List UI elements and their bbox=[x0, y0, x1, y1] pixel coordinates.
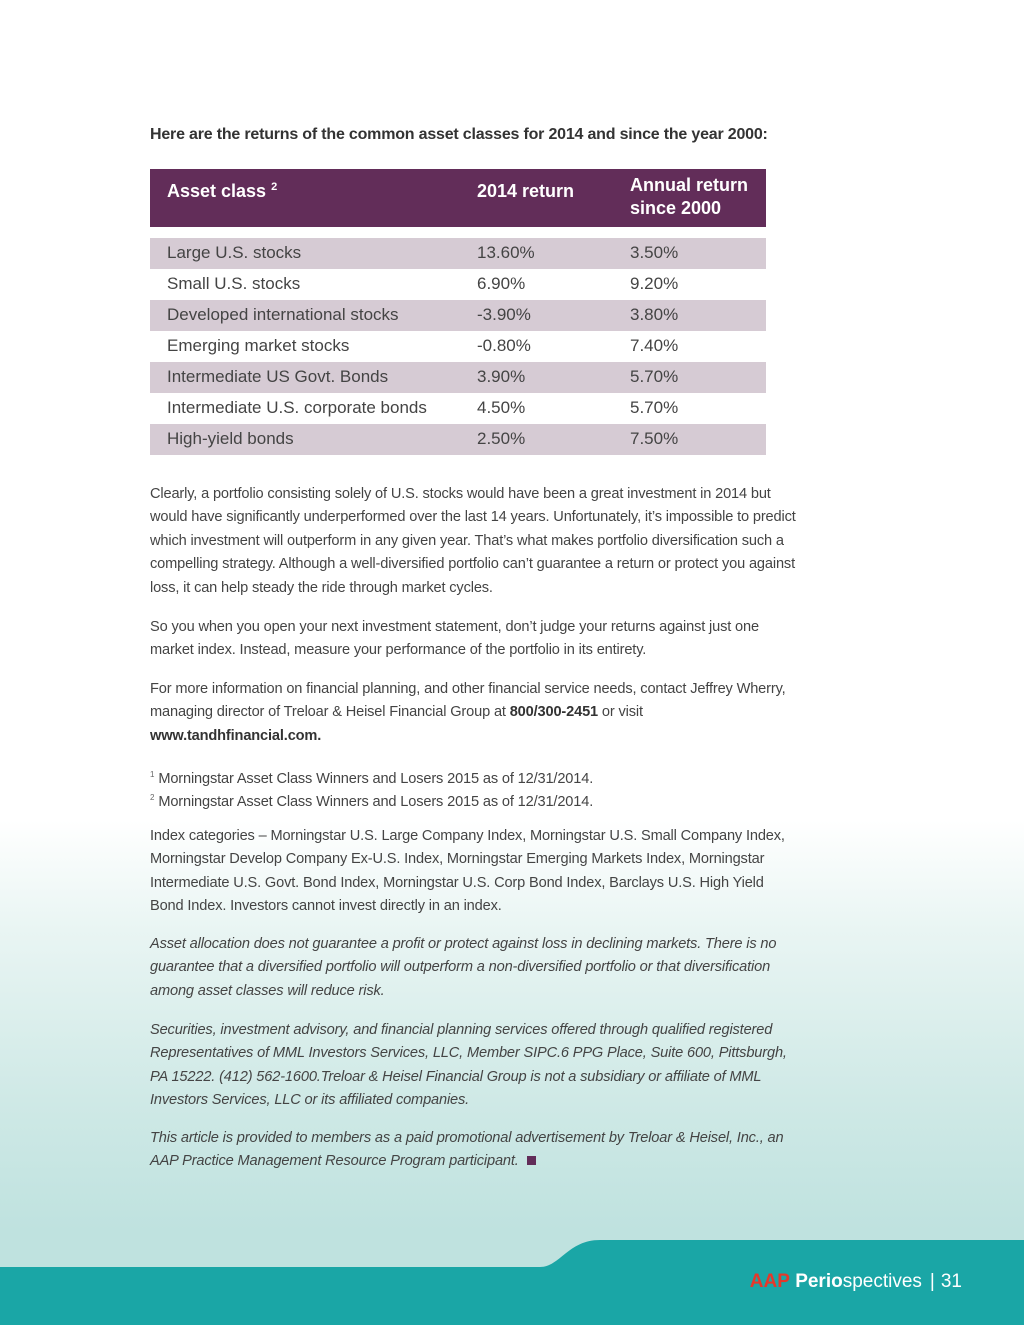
paragraph-index-categories: Index categories – Morningstar U.S. Large Company Index, Morningstar U.S. Small Company Index, Morningstar Develop Company Ex-U.S. Index, Morningstar Emerging Markets Index, Morningstar Intermediate U.S. Govt. Bond Index, Morningstar U.S. Corp Bond Index, Barclays U.S. High Yield Bond Index. Investors cannot invest directly in an index. bbox=[150, 828, 785, 915]
brand-spectives: spectives bbox=[842, 1271, 922, 1292]
footer-separator: | bbox=[929, 1271, 935, 1292]
annual-return-cell: 5.70% bbox=[630, 398, 679, 417]
table-row bbox=[150, 238, 766, 269]
end-of-article-mark bbox=[527, 1156, 536, 1165]
header-footnote-ref: 2 bbox=[271, 181, 278, 193]
asset-cell: Intermediate U.S. corporate bonds bbox=[167, 398, 427, 417]
table-header bbox=[150, 169, 766, 227]
annual-return-cell: 9.20% bbox=[630, 274, 679, 293]
brand-perio: Perio bbox=[795, 1271, 843, 1292]
phone-number: 800/300-2451 bbox=[509, 704, 598, 721]
return-2014-cell: 6.90% bbox=[477, 274, 526, 293]
return-2014-cell: 2.50% bbox=[477, 429, 526, 448]
footnote-1: $^1$ Morningstar Asset Class Winners and Losers 2015 as of 12/31/2014. bbox=[150, 770, 594, 787]
annual-return-cell: 3.80% bbox=[630, 305, 679, 324]
annual-return-cell: 5.70% bbox=[630, 367, 679, 386]
return-2014-cell: 13.60% bbox=[477, 243, 535, 262]
table-row bbox=[150, 331, 766, 362]
table-row bbox=[150, 424, 766, 455]
returns-table-body bbox=[150, 238, 766, 455]
asset-cell: Intermediate US Govt. Bonds bbox=[167, 367, 389, 386]
page-number: 31 bbox=[940, 1271, 962, 1292]
return-2014-cell: 4.50% bbox=[477, 398, 526, 417]
paragraph-promotional-note: This article is provided to members as a paid promotional advertisement by Treloar & Heisel, Inc., an AAP Practice Management Resource Program participant. bbox=[150, 1130, 784, 1170]
footer-branding bbox=[750, 1271, 962, 1293]
table-intro: Here are the returns of the common asset classes for 2014 and since the year 2000: bbox=[150, 126, 768, 143]
footnote-2: $^2$ Morningstar Asset Class Winners and Losers 2015 as of 12/31/2014. bbox=[150, 793, 594, 810]
paragraph-contact: For more information on financial planning, and other financial service needs, contact Jeffrey Wherry, managing director of Treloar & Heisel Financial Group at 800/300-2451 or visit www.tandhfinancial.com. bbox=[150, 681, 786, 744]
header-annual-return: Annual return since 2000 bbox=[630, 175, 749, 218]
table-row bbox=[150, 269, 766, 300]
asset-cell: Emerging market stocks bbox=[167, 336, 350, 355]
brand-aap: AAP bbox=[749, 1271, 790, 1292]
header-asset-class: Asset class $^2$ bbox=[167, 181, 278, 201]
return-2014-cell: -3.90% bbox=[477, 305, 531, 324]
table-row bbox=[150, 300, 766, 331]
asset-cell: Small U.S. stocks bbox=[167, 274, 301, 293]
paragraph-asset-allocation-disclaimer: Asset allocation does not guarantee a profit or protect against loss in declining markets. There is no guarantee that a diversified portfolio will outperform a non-diversified portfolio or that diversification among asset classes will reduce risk. bbox=[150, 936, 777, 999]
return-2014-cell: 3.90% bbox=[477, 367, 526, 386]
header-2014-return: 2014 return bbox=[477, 181, 575, 201]
asset-cell: Developed international stocks bbox=[167, 305, 399, 324]
return-2014-cell: -0.80% bbox=[477, 336, 531, 355]
paragraph-statement: So you when you open your next investment statement, don’t judge your returns against just one market index. Instead, measure your performance of the portfolio in its entirety. bbox=[150, 619, 759, 659]
annual-return-cell: 7.40% bbox=[630, 336, 679, 355]
table-row bbox=[150, 393, 766, 424]
asset-cell: Large U.S. stocks bbox=[167, 243, 302, 262]
website-link[interactable]: www.tandhfinancial.com. bbox=[150, 727, 322, 744]
table-row bbox=[150, 362, 766, 393]
annual-return-cell: 3.50% bbox=[630, 243, 679, 262]
annual-return-cell: 7.50% bbox=[630, 429, 679, 448]
paragraph-diversification: Clearly, a portfolio consisting solely of U.S. stocks would have been a great investment in 2014 but would have significantly underperformed over the last 14 years. Unfortunately, it’s impossible to predict which investment will outperform in any given year. That’s what makes portfolio diversification such a compelling strategy. Although a well-diversified portfolio can’t guarantee a return or protect you against loss, it can help steady the ride through market cycles. bbox=[150, 486, 796, 596]
paragraph-securities-disclaimer: Securities, investment advisory, and financial planning services offered through qualified registered Representatives of MML Investors Services, LLC, Member SIPC.6 PPG Place, Suite 600, Pittsburgh, PA 15222. (412) 562-1600.Treloar & Heisel Financial Group is not a subsidiary or affiliate of MML Investors Services, LLC or its affiliated companies. bbox=[150, 1022, 787, 1109]
asset-cell: High-yield bonds bbox=[167, 429, 294, 448]
